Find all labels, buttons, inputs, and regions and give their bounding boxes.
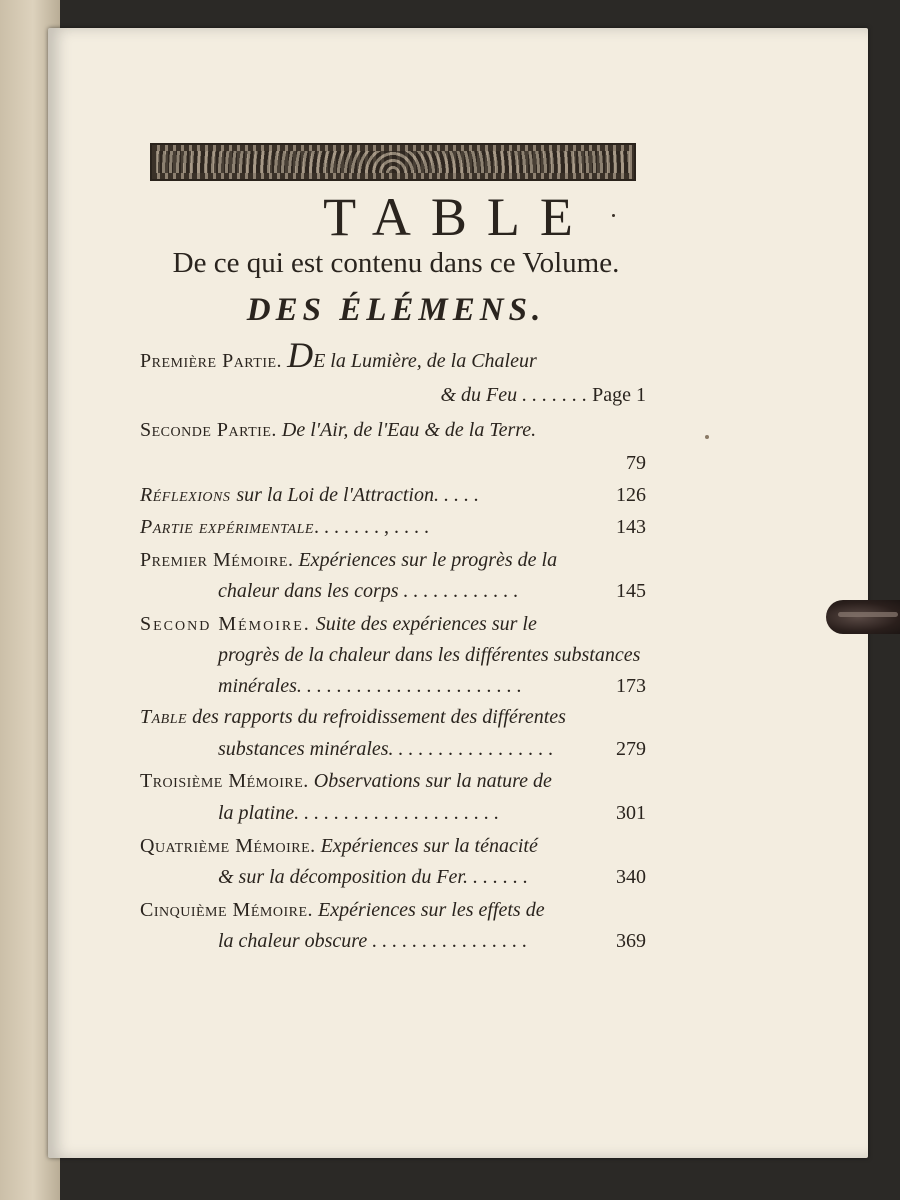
entry-text: la platine. . . . . . . . . . . . . . . . . . . . .: [218, 802, 500, 824]
entry-leader: . . . . . . . , . . . .: [313, 516, 429, 538]
entry-text: progrès de la chaleur dans les différentes substances: [218, 644, 641, 666]
title-dot: [612, 214, 615, 217]
entry-label: Quatrième Mémoire.: [140, 835, 316, 857]
entry-text: De l'Air, de l'Eau & de la Terre.: [281, 419, 537, 441]
paper-spot: [705, 435, 709, 439]
entry-text: des rapports du refroidissement des différentes: [192, 706, 566, 728]
entry-text: chaleur dans les corps . . . . . . . . . . . .: [218, 580, 519, 602]
page-clip: [826, 600, 900, 634]
toc-entry-cont: [218, 644, 646, 667]
toc-entry: [140, 549, 646, 572]
entry-label: Second Mémoire.: [140, 613, 311, 635]
entry-text: sur la Loi de l'Attraction. . . . .: [236, 484, 479, 506]
page-number: 143: [616, 516, 646, 538]
entry-label: Réflexions: [140, 484, 231, 506]
entry-label: Premier Mémoire.: [140, 549, 294, 571]
entry-text: Expériences sur le progrès de la: [298, 549, 558, 571]
entry-label: Table: [140, 706, 188, 728]
entry-text: minérales. . . . . . . . . . . . . . . . . . . . . . .: [218, 675, 522, 697]
ornamental-headpiece: [150, 143, 636, 181]
toc-entry-cont: [218, 738, 646, 761]
entry-label: Première Partie.: [140, 350, 283, 372]
page-number: Page 1: [592, 384, 646, 406]
entry-label: Seconde Partie.: [140, 419, 277, 441]
toc-entry-cont: [218, 580, 646, 603]
toc-entry-cont: [140, 452, 646, 475]
entry-text: & sur la décomposition du Fer. . . . . . .: [218, 866, 528, 888]
entry-text: Expériences sur la ténacité: [320, 835, 538, 857]
toc-entry: [140, 516, 646, 539]
page-number: 145: [616, 580, 646, 602]
page-number: 340: [616, 866, 646, 888]
page-subtitle: De ce qui est contenu dans ce Volume.: [172, 247, 620, 279]
toc-entry-cont: [218, 675, 646, 698]
toc-entry: [140, 419, 646, 442]
entry-label: Cinquième Mémoire.: [140, 899, 313, 921]
page-number: 369: [616, 930, 646, 952]
page-clip-shine: [838, 612, 898, 617]
toc-entry: [140, 770, 646, 793]
toc-entry-cont: [218, 802, 646, 825]
toc-entry: [140, 484, 646, 507]
page-number: 279: [616, 738, 646, 760]
entry-text: substances minérales. . . . . . . . . . . . . . . . .: [218, 738, 554, 760]
toc-entry: [140, 335, 646, 375]
entry-text: Expériences sur les effets de: [318, 899, 545, 921]
page-number: 173: [616, 675, 646, 697]
entry-text: la chaleur obscure . . . . . . . . . . . . . . . .: [218, 930, 528, 952]
entry-text: Observations sur la nature de: [313, 770, 552, 792]
toc-entry: [140, 835, 646, 858]
page-number: 79: [626, 452, 646, 474]
toc-entry-cont: [218, 930, 646, 953]
drop-initial: D: [287, 335, 314, 375]
page-number: 126: [616, 484, 646, 506]
toc-entry: [140, 706, 646, 729]
section-heading: DES ÉLÉMENS.: [246, 292, 546, 328]
entry-text: E la Lumière, de la Chaleur: [313, 350, 537, 372]
toc-entry: [140, 899, 646, 922]
page-title: TABLE: [323, 187, 593, 247]
entry-label: Troisième Mémoire.: [140, 770, 309, 792]
page-number: 301: [616, 802, 646, 824]
toc-entry-cont: [218, 866, 646, 889]
entry-text: Suite des expériences sur le: [315, 613, 537, 635]
entry-text: & du Feu . . . . . . .: [440, 384, 588, 406]
entry-label: Partie expérimentale: [140, 516, 314, 538]
headpiece-pattern: [156, 151, 630, 173]
toc-entry: [140, 613, 646, 636]
toc-entry-cont: [218, 384, 646, 407]
